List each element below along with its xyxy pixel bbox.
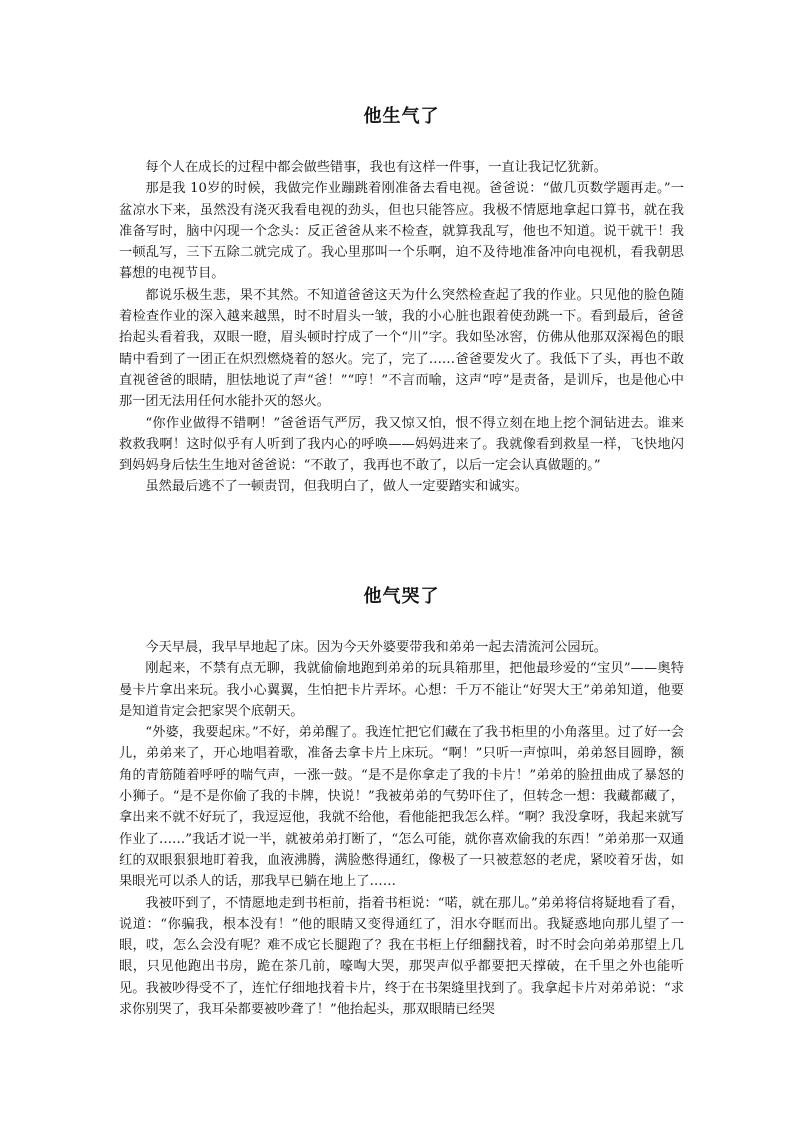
essay-he-cried — [119, 584, 684, 1020]
essay-paragraph: 我被吓到了，不情愿地走到书柜前，指着书柜说：“喏，就在那儿。”弟弟将信将疑地看了看，说道：“你骗我，根本没有！”他的眼睛又变得通红了，泪水夺眶而出。我疑惑地向那儿望了一眼，哎，怎么会没有呢？难不成它长腿跑了？我在书柜上仔细翻找着，时不时会向弟弟那望上几眼，只见他跑出书房，跪在茶几前，嚎啕大哭，那哭声似乎都要把天撑破，在千里之外也能听见。我被吵得受不了，连忙仔细地找着卡片，终于在书架缝里找到了。我拿起卡片对弟弟说：“求求你别哭了，我耳朵都要被吵聋了！”他抬起头，那双眼睛已经哭 — [119, 895, 684, 1018]
essay-paragraph: “你作业做得不错啊！”爸爸语气严厉，我又惊又怕，恨不得立刻在地上挖个洞钻进去。谁来救救我啊！这时似乎有人听到了我内心的呼唤——妈妈进来了。我就像看到救星一样，飞快地闪到妈妈身后怯生生地对爸爸说：“不敢了，我再也不敢了，以后一定会认真做题的。” — [119, 415, 684, 474]
essay-paragraph: 每个人在成长的过程中都会做些错事，我也有这样一件事，一直让我记忆犹新。 — [145, 160, 607, 175]
essay-title: 他气哭了 — [363, 586, 440, 607]
essay-paragraph: 都说乐极生悲，果不其然。不知道爸爸这天为什么突然检查起了我的作业。只见他的脸色随着检查作业的深入越来越黑，时不时眉头一皱，我的小心脏也跟着使劲跳一下。看到最后，爸爸抬起头看着我，双眼一瞪，眉头顿时拧成了一个“川”字。我如坠冰窖，仿佛从他那双深褐色的眼睛中看到了一团正在炽烈燃烧着的怒火。完了，完了……爸爸要发火了。我低下了头，再也不敢直视爸爸的眼睛，胆怯地说了声“爸！”“哼！”不言而喻，这声“哼”是责备，是训斥，也是他心中那一团无法用任何水能扑灭的怒火。 — [119, 287, 684, 410]
essay-paragraph: “外婆，我要起床。”不好，弟弟醒了。我连忙把它们藏在了我书柜里的小角落里。过了好一会儿，弟弟来了，开心地唱着歌，准备去拿卡片上床玩。“啊！”只听一声惊叫，弟弟怒目圆睁，额角的青筋随着呼呼的喘气声，一涨一鼓。“是不是你拿走了我的卡片！”弟弟的脸扭曲成了暴怒的小狮子。“是不是你偷了我的卡牌，快说！”我被弟弟的气势吓住了，但转念一想：我藏都藏了，拿出来不就不好玩了，我逗逗他，我就不给他，看他能把我怎么样。“啊？我没拿呀，我起来就写作业了……”我话才说一半，就被弟弟打断了，“怎么可能，就你喜欢偷我的东西！”弟弟那一双通红的双眼狠狠地盯着我，血液沸腾，满脸憋得通红，像极了一只被惹怒的老虎，紧咬着牙齿，如果眼光可以杀人的话，那我早已躺在地上了…… — [119, 725, 684, 890]
essay-title: 他生气了 — [363, 106, 440, 127]
essay-paragraph: 今天早晨，我早早地起了床。因为今天外婆要带我和弟弟一起去清流河公园玩。 — [145, 640, 607, 655]
essay-he-got-angry — [119, 104, 684, 498]
essay-paragraph: 那是我 10岁的时候，我做完作业蹦跳着刚准备去看电视。爸爸说：“做几页数学题再走。”一盆凉水下来，虽然没有浇灭我看电视的劲头，但也只能答应。我极不情愿地拿起口算书，就在我准备写时，脑中闪现一个念头：反正爸爸从来不检查，就算我乱写，他也不知道。说干就干！我一顿乱写，三下五除二就完成了。我心里那叫一个乐啊，迫不及待地准备冲向电视机，看我朝思暮想的电视节目。 — [119, 181, 684, 282]
essay-paragraph: 虽然最后逃不了一顿责罚，但我明白了，做人一定要踏实和诚实。 — [145, 479, 528, 495]
essay-paragraph: 刚起来，不禁有点无聊，我就偷偷地跑到弟弟的玩具箱那里，把他最珍爱的“宝贝”——奥特曼卡片拿出来玩。我小心翼翼，生怕把卡片弄坏。心想：千万不能让“好哭大王”弟弟知道，他要是知道肯定会把家哭个底朝天。 — [119, 661, 684, 719]
